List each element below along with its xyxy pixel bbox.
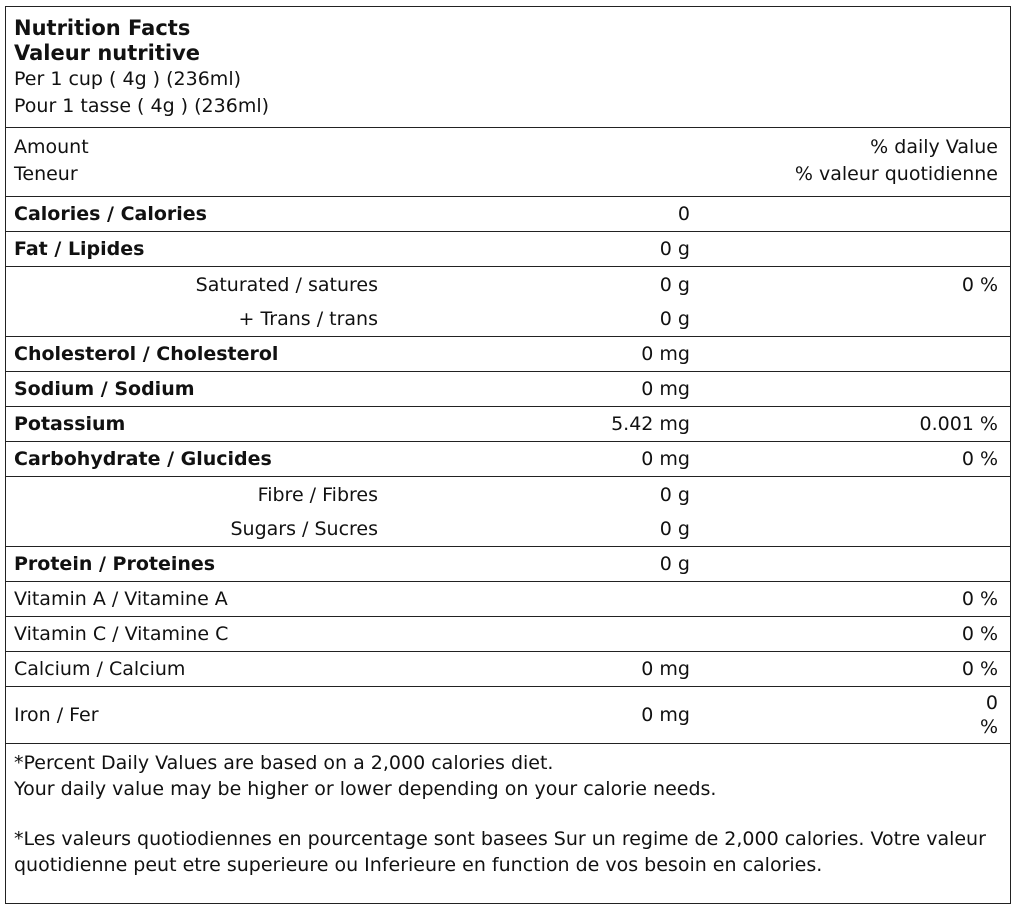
daily-value-heading-french: % valeur quotidienne	[794, 163, 998, 185]
nutrient-name: Vitamin C / Vitamine C	[14, 623, 229, 645]
nutrient-daily-value: 0 %	[961, 588, 998, 610]
nutrient-row-potassium	[6, 407, 1010, 442]
nutrient-name: Saturated / satures	[195, 273, 378, 296]
nutrient-row-calcium	[6, 652, 1010, 687]
nutrient-daily-value: 0 %	[961, 448, 998, 470]
serving-size-english: Per 1 cup ( 4g ) (236ml)	[14, 68, 242, 90]
nutrient-name: Sodium / Sodium	[14, 378, 195, 400]
daily-value-percent-sign: %	[979, 716, 998, 738]
label-header	[6, 7, 1010, 128]
nutrient-row-cholesterol	[6, 337, 1010, 372]
nutrient-daily-value	[980, 687, 998, 743]
nutrient-row-saturated	[6, 267, 1010, 302]
footnote-english-line-2: Your daily value may be higher or lower depending on your calorie needs.	[14, 778, 717, 800]
nutrient-row-sugars	[6, 512, 1010, 547]
nutrient-name: Calories / Calories	[14, 203, 207, 225]
footnote-french: *Les valeurs quotiodiennes en pourcentage sont basees Sur un regime de 2,000 calories. Votre valeur quotidienne peut etre superieure ou Inferieure en function de vos besoin en calories.	[14, 828, 986, 876]
nutrient-amount: 0 mg	[641, 448, 690, 470]
nutrition-facts-label	[5, 6, 1011, 904]
nutrient-row-iron	[6, 687, 1010, 744]
daily-value-heading-english: % daily Value	[870, 136, 998, 158]
nutrient-amount: 0 mg	[641, 658, 690, 680]
nutrient-name: + Trans / trans	[238, 308, 378, 330]
nutrient-name: Calcium / Calcium	[14, 658, 186, 680]
nutrient-row-sodium	[6, 372, 1010, 407]
nutrient-row-carbohydrate	[6, 442, 1010, 477]
nutrient-name: Protein / Proteines	[14, 553, 216, 575]
nutrient-amount: 0 g	[659, 518, 690, 540]
nutrient-amount: 0 g	[659, 483, 690, 506]
nutrient-name: Potassium	[14, 413, 126, 435]
nutrient-amount: 0 mg	[641, 704, 690, 726]
column-headings	[6, 128, 1010, 197]
nutrient-amount: 0 g	[659, 308, 690, 330]
amount-heading-french: Teneur	[14, 163, 78, 185]
footnote-english-line-1: *Percent Daily Values are based on a 2,000 calories diet.	[14, 752, 554, 774]
nutrient-amount: 0 g	[659, 273, 690, 296]
nutrient-daily-value: 0 %	[961, 658, 998, 680]
nutrient-amount: 0	[677, 203, 690, 225]
nutrient-name: Sugars / Sucres	[230, 518, 378, 540]
title-french: Valeur nutritive	[14, 41, 200, 65]
nutrient-amount: 5.42 mg	[611, 413, 690, 435]
nutrient-amount: 0 g	[659, 238, 690, 260]
amount-heading-english: Amount	[14, 136, 89, 158]
nutrient-name: Fat / Lipides	[14, 238, 145, 260]
nutrient-daily-value: 0 %	[961, 623, 998, 645]
serving-size-french: Pour 1 tasse ( 4g ) (236ml)	[14, 95, 270, 117]
nutrient-amount: 0 mg	[641, 378, 690, 400]
nutrient-amount: 0 mg	[641, 343, 690, 365]
daily-value-number: 0	[985, 692, 998, 714]
nutrient-amount: 0 g	[659, 553, 690, 575]
nutrient-daily-value: 0.001 %	[919, 413, 998, 435]
nutrient-row-trans	[6, 302, 1010, 337]
nutrient-name: Carbohydrate / Glucides	[14, 448, 272, 470]
nutrient-row-vitamin-a	[6, 582, 1010, 617]
nutrient-row-protein	[6, 547, 1010, 582]
nutrient-name: Iron / Fer	[14, 704, 99, 726]
nutrient-row-fat	[6, 232, 1010, 267]
nutrient-name: Cholesterol / Cholesterol	[14, 343, 279, 365]
footnotes	[6, 744, 1010, 878]
title-english: Nutrition Facts	[14, 16, 191, 40]
nutrient-row-calories	[6, 197, 1010, 232]
nutrient-daily-value: 0 %	[961, 273, 998, 296]
nutrient-name: Fibre / Fibres	[257, 483, 378, 506]
nutrient-row-fibre	[6, 477, 1010, 512]
nutrient-name: Vitamin A / Vitamine A	[14, 588, 228, 610]
nutrient-row-vitamin-c	[6, 617, 1010, 652]
